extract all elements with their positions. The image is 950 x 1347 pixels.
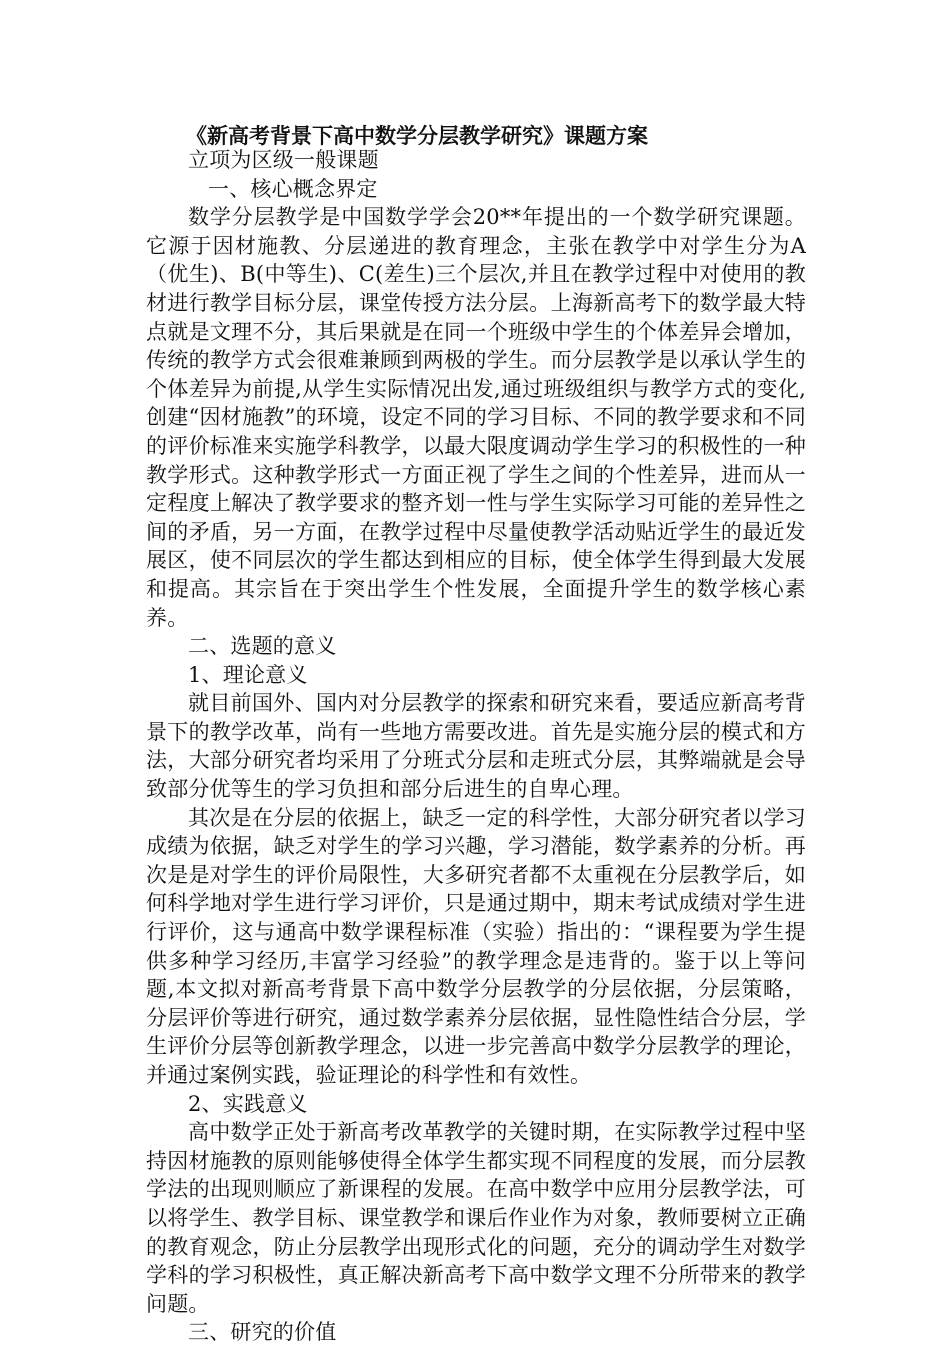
subsection-heading-theoretical: 1、理论意义 xyxy=(188,662,308,687)
paragraph: 其次是在分层的依据上，缺乏一定的科学性，大部分研究者以学习成绩为依据，缺乏对学生的学习兴趣，学习潜能，数学素养的分析。再次是是对学生的评价局限性，大多研究者都不太重视在分层教学后，如何科学地对学生进行学习评价，只是通过期中，期末考试成绩对学生进行评价，这与通高中数学课程标准（实验）指出的：“课程要为学生提供多种学习经历,丰富学习经验”的教学理念是违背的。鉴于以上等问题,本文拟对新高考背景下高中数学分层教学的分层依据，分层策略，分层评价等进行研究，通过数学素养分层依据，显性隐性结合分层，学生评价分层等创新教学理念，以进一步完善高中数学分层教学的理论，并通过案例实践，验证理论的科学性和有效性。 xyxy=(146,805,806,1087)
paragraph: 就目前国外、国内对分层教学的探索和研究来看，要适应新高考背景下的教学改革，尚有一些地方需要改进。首先是实施分层的模式和方法，大部分研究者均采用了分班式分层和走班式分层，其弊端就是会导致部分优等生的学习负担和部分后进生的自卑心理。 xyxy=(146,691,806,802)
section-heading-core-concepts: 一、核心概念界定 xyxy=(208,176,378,201)
subsection-heading-practical: 2、实践意义 xyxy=(188,1091,308,1116)
section-heading-significance: 二、选题的意义 xyxy=(188,634,337,659)
paragraph: 数学分层教学是中国数学学会20**年提出的一个数学研究课题。它源于因材施教、分层递进的教育理念，主张在教学中对学生分为A（优生)、B(中等生)、C(差生)三个层次,并且在教学过程中对使用的教材进行教学目标分层，课堂传授方法分层。上海新高考下的数学最大特点就是文理不分，其后果就是在同一个班级中学生的个体差异会增加，传统的教学方式会很难兼顾到两极的学生。而分层教学是以承认学生的个体差异为前提,从学生实际情况出发,通过班级组织与教学方式的变化,创建“因材施教”的环境，设定不同的学习目标、不同的教学要求和不同的评价标准来实施学科教学，以最大限度调动学生学习的积极性的一种教学形式。这种教学形式一方面正视了学生之间的个性差异，进而从一定程度上解决了教学要求的整齐划一性与学生实际学习可能的差异性之间的矛盾，另一方面，在教学过程中尽量使教学活动贴近学生的最近发展区，使不同层次的学生都达到相应的目标，使全体学生得到最大发展和提高。其宗旨在于突出学生个性发展，全面提升学生的数学核心素养。 xyxy=(146,205,806,630)
document-body xyxy=(146,146,806,1347)
section-heading-research-value: 三、研究的价值 xyxy=(188,1320,337,1345)
document-title: 《新高考背景下高中数学分层教学研究》课题方案 xyxy=(186,123,648,148)
paragraph: 高中数学正处于新高考改革教学的关键时期，在实际教学过程中坚持因材施教的原则能够使得全体学生都实现不同程度的发展，而分层教学法的出现则顺应了新课程的发展。在高中数学中应用分层教学法，可以将学生、教学目标、课堂教学和课后作业作为对象，教师要树立正确的教育观念，防止分层教学出现形式化的问题，充分的调动学生对数学学科的学习积极性，真正解决新高考下高中数学文理不分所带来的教学问题。 xyxy=(146,1120,806,1316)
project-status: 立项为区级一般课题 xyxy=(188,148,379,172)
